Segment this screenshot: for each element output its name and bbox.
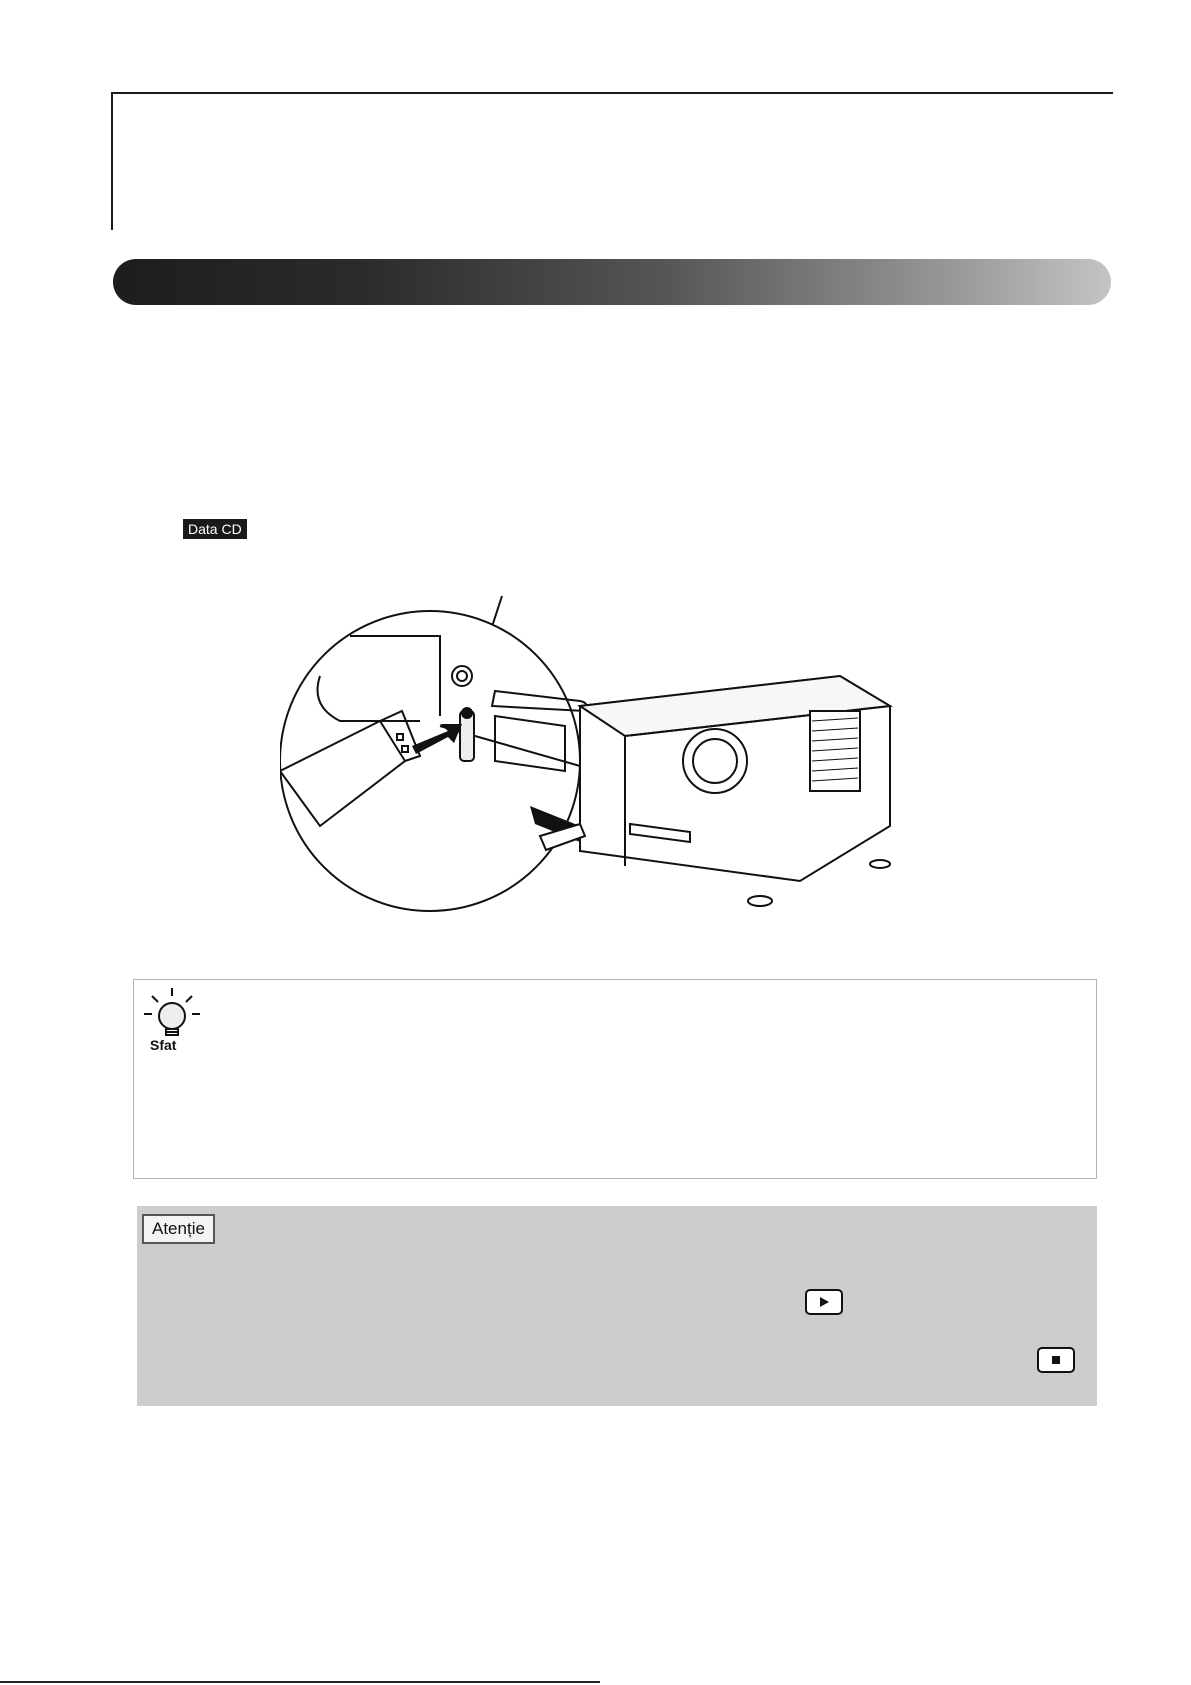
caution-box — [137, 1206, 1097, 1406]
usb-connection-illustration — [280, 596, 940, 946]
stop-button-icon — [1037, 1347, 1075, 1373]
stop-icon — [1052, 1356, 1060, 1364]
tip-box — [133, 979, 1097, 1179]
play-button-icon — [805, 1289, 843, 1315]
play-icon — [820, 1297, 829, 1307]
tip-label: Sfat — [150, 1037, 177, 1053]
caution-label: Atenție — [142, 1214, 215, 1244]
section-title-bar — [113, 259, 1111, 305]
data-cd-badge: Data CD — [183, 519, 247, 539]
chapter-header-frame — [111, 92, 1113, 230]
footer-rule — [0, 1681, 600, 1683]
